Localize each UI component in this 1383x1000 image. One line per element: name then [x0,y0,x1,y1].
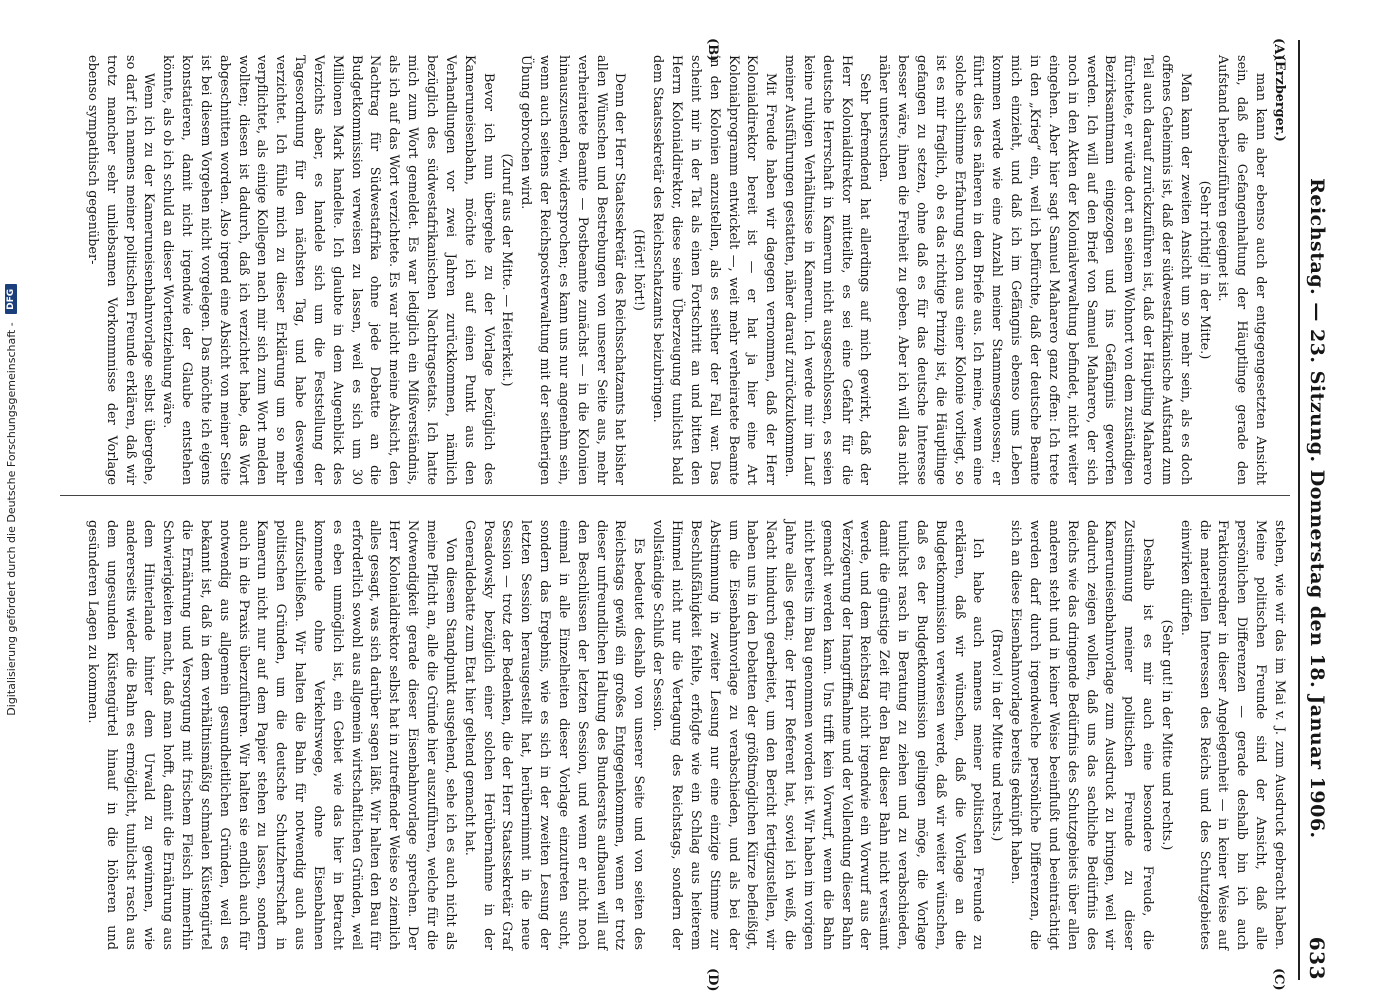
right-column [82,520,1288,950]
paragraph: Wenn ich zu der Kameruneisenbahnvorlage selbst übergehe, so darf ich namens meiner politischen Freunde erklären, daß wir trotz mancher sehr unliebsamen Vorkommnisse der Vorlage ebenso sympathisch gegenüber- [84,55,157,485]
paragraph: stehen, wie wir das im Mai v. J. zum Ausdruck gebracht haben. Meine politischen Freunde sind der Ansicht, daß alle persönlichen Differenzen — gerade deshalb bin ich auch Fraktionsredner in dieser Angelegenheit — in keiner Weise auf die materiellen Interessen des Reichs und des Schutzgebietes einwirken dürfen. [1177,520,1287,950]
interjection: (Zuruf aus der Mitte. — Heiterkeit.) [499,153,515,387]
margin-marker-b: (B) [705,38,720,62]
interjection: (Hört! hört!) [631,229,647,311]
paragraph: man kann aber ebenso auch der entgegengesetzten Ansicht sein, daß die Gefangenhaltung der Häuptlinge gerade den Aufstand herbeizuführen geeignet ist. [1215,55,1269,485]
left-column [82,55,1288,485]
paragraph: Es bedeutet deshalb von unserer Seite und von seiten des Reichstags gewiß ein großes Entgegenkommen, wenn er trotz dieser unfreundlichen Haltung des Bundesrats aufbauen will auf den Beschlüssen der letzten Session, und wenn er nicht noch einmal in alle Einzelheiten dieser Vorlage einzutreten sucht, sondern das Ergebnis, wie es sich in der zweiten Lesung der letzten Session herausgestellt hat, herübernimmt in die neue Session — trotz der Bedenken, die der Herr Staatssekretär Graf Posadowsky bezüglich einer solchen Herübernahme in der Generaldebatte zum Etat hier geltend gemacht hat. [461,520,647,950]
paragraph: Denn der Herr Staatssekretär des Reichsschatzamts hat bisher allen Wünschen und Bestrebungen von unserer Seite aus, mehr verheiratete Beamte — Postbeamte zunächst — in die Kolonien hinauszusenden, widersprochen; es kann uns nur angenehm sein, wenn auch seitens der Reichspostverwaltung mit der seitherigen Übung gebrochen wird. [518,55,628,485]
funder-text: Digitalisierung gefördert durch die Deutsche Forschungsgemeinschaft - [4,322,18,716]
paragraph: Sehr befremdend hat allerdings auf mich gewirkt, daß der Herr Kolonialdirektor mitteilte, es sei eine Gefahr für die deutsche Herrschaft in Kamerun nicht ausgeschlossen, es seien keine ruhigen Verhältnisse in Kamerun. Ich werde mir im Lauf meiner Ausführungen gestatten, näher darauf zurückzukommen. [782,55,873,485]
paragraph: Ich habe auch namens meiner politischen Freunde zu erklären, daß wir wünschen, daß die Vorlage an die Budgetkommission verwiesen werde, daß wir weiter wünschen, daß es der Budgetkommission gelingen möge, die Vorlage tunlichst rasch in Beratung zu ziehen und zu verabschieden, damit die günstige Zeit für den Bau dieser Bahn nicht versäumt werde, und dem Reichstag nicht irgendwie ein Vorwurf aus der Verzögerung der Inangriffnahme und der Vollendung dieser Bahn gemacht werden kann. Uns trifft kein Vorwurf, wenn die Bahn nicht bereits im Bau genommen worden ist. Wir haben im vorigen Jahre alles getan; der Herr Referent hat, soviel ich weiß, die Nacht hindurch gearbeitet, um den Bericht fertigzustellen, wir haben uns in den Debatten der größtmöglichen Kürze befleißigt, um die Eisenbahnvorlage zu verabschieden, und als bei der Abstimmung in zweiter Lesung nur eine einzige Stimme zur Beschlußfähigkeit fehlte, erfolgte wie ein Schlag aus heiterem Himmel nicht nur die Vertagung des Reichstags, sondern der vollständige Schluß der Session. [650,520,986,950]
margin-marker-a: (A) [1271,38,1286,61]
interjection: (Bravo! in der Mitte und rechts.) [989,628,1005,842]
page-header [1302,40,1332,980]
margin-marker-d: (D) [705,968,720,992]
interjection: (Sehr gut! in der Mitte und rechts.) [1158,619,1174,851]
paragraph: Man kann der zweiten Ansicht um so mehr sein, als es doch offenes Geheimnis ist, daß der südwestafrikanische Aufstand zum Teil auch darauf zurückzuführen ist, daß der Häuptling Maharero fürchtete, er würde dort an seinem Wohnort von dem zuständigen Bezirksamtmann eingezogen und ins Gefängnis geworfen werden. Ich will auf den Brief von Samuel Maharero, der sich noch in den Akten der Kolonialverwaltung befindet, nicht weiter eingehen. Aber hier sagt Samuel Maharero ganz offen: Ich trete in den „Krieg“ ein, weil ich befürchte, daß der deutsche Beamte mich einzieht, und daß ich im Gefängnis ebenso ums Leben kommen werde wie eine Anzahl meiner Stammesgenossen; er führt dies des näheren in dem Briefe aus. Ich meine, wenn eine solche schlimme Erfahrung schon aus einer Kolonie vorliegt, so ist es mir fraglich, ob es das richtige Prinzip ist, die Häuptlinge gefangen zu setzen, ohne daß es für das deutsche Interesse besser wäre, ihnen die Freiheit zu geben. Aber ich will das nicht näher untersuchen. [876,55,1193,485]
paragraph: Von diesem Standpunkt ausgehend, sehe ich es auch nicht als meine Pflicht an, alle die Gründe hier auszuführen, welche für die Notwendigkeit gerade dieser Eisenbahnvorlage sprechen. Der Herr Kolonialdirektor selbst hat in zutreffender Weise so ziemlich alles gesagt, was sich darüber sagen läßt. Wir halten den Bau für erforderlich sowohl aus allgemein wirtschaftlichen Gründen, weil es eben unmöglich ist, ein Gebiet wie das hier in Betracht kommende ohne Verkehrswege, ohne Eisenbahnen aufzuschließen. Wir halten die Bahn für notwendig auch aus politischen Gründen, um die deutsche Schutzherrschaft in Kamerun nicht nur auf dem Papier stehen zu lassen, sondern auch in die Praxis überzuführen. Wir halten sie endlich auch für notwendig aus allgemein gesundheitlichen Gründen, weil es bekannt ist, daß in dem verhältnismäßig schmalen Küstengürtel die Ernährung und Versorgung mit frischem Fleisch immerhin Schwierigkeiten macht, daß man hofft, damit die Ernährung aus dem Hinterlande hinter dem Urwald zu gewinnen, wie andererseits wieder die Bahn es ermöglicht, tunlichst rasch aus dem ungesunden Küstengürtel hinauf in die höheren und gesünderen Lagen zu kommen. [84,520,458,950]
interjection: (Sehr richtig! in der Mitte.) [1196,180,1212,360]
paragraph: Bevor ich nun übergehe zu der Vorlage bezüglich des Kameruneisenbahn, möchte ich auf einen Punkt aus den Verhandlungen vor zwei Jahren zurückkommen, nämlich bezüglich des südwestafrikanischen Nachtragsetats. Ich hatte mich zum Wort gemeldet. Es war lediglich ein Mißverständnis, als ich auf das Wort verzichtete. Es war nicht meine Absicht, den Nachtrag für Südwestafrika ohne jede Debatte an die Budgetkommission verweisen zu lassen, weil es sich um 30 Millionen Mark handelte. Ich glaubte in dem Augenblick des Verzichts aber, es handele sich um die Feststellung der Tagesordnung für den nächsten Tag, und habe deswegen verzichtet. Ich fühle mich zu dieser Erklärung um so mehr verpflichtet, als einige Kollegen nach mir sich zum Wort melden wollten; diesen ist dadurch, daß ich verzichtet habe, das Wort abgeschnitten worden. Also irgend eine Absicht von meiner Seite ist bei diesem Vorgehen nicht vorgelegen. Das möchte ich eigens konstatieren, damit nicht irgendwie der Glaube entstehen könnte, als ob ich schuld an dieser Wortentziehung wäre. [160,55,496,485]
paragraph: Mit Freude haben wir dagegen vernommen, daß der Herr Kolonialdirektor bereit ist — er hat ja hier eine Art Kolonialprogramm entwickelt —, weit mehr verheiratete Beamte in den Kolonien anzustellen, als es seither der Fall war. Das scheint mir in der Tat als einen Fortschritt an und bitten den Herrn Kolonialdirektor, diese seine Überzeugung tunlichst bald dem Staatssekretär des Reichsschatzamts beizubringen. [650,55,779,485]
funder-credit [3,0,19,1000]
document-page [20,0,1350,1000]
margin-marker-c: (C) [1271,968,1286,991]
page-number: 633 [1305,936,1329,980]
paragraph: Deshalb ist es mir auch eine besondere Freude, die Zustimmung meiner politischen Freunde zu dieser Kameruneisenbahnvorlage zum Ausdruck zu bringen, weil wir dadurch zeigen wollen, daß uns das sachliche Bedürfnis des Reichs wie das dringende Bedürfnis des Schutzgebiets über allen anderen steht und in keiner Weise beeinflußt und beeinträchtigt werden darf durch irgendwelche persönliche Differenzen, die sich an diese Eisenbahnvorlage bereits geknüpft haben. [1008,520,1156,950]
page-title: Reichstag. — 23. Sitzung. Donnerstag den 18. Januar 1906. [1306,178,1328,839]
dfg-logo: DFG [5,284,17,314]
speaker-name: (Erzberger.) [1272,55,1287,142]
column-separator [60,495,1290,496]
header-rule [1298,40,1300,980]
